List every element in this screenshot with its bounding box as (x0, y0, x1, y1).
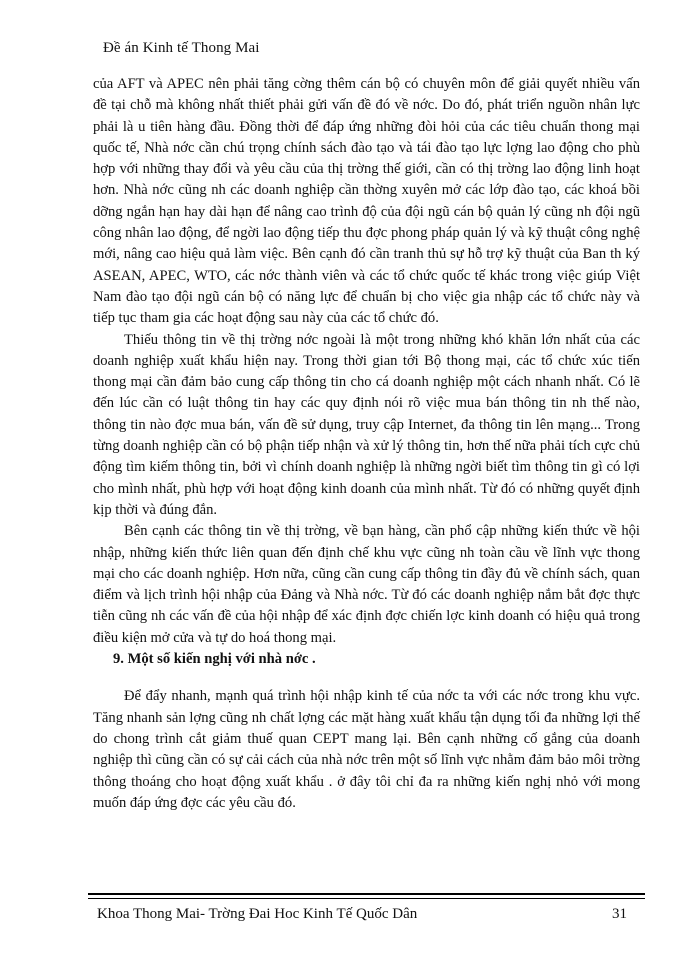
section-heading: 9. Một số kiến nghị với nhà nớc . (113, 651, 316, 668)
paragraph-continuation: của AFT và APEC nên phải tăng cờng thêm cán bộ có chuyên môn để giải quyết nhiều vấn đề tại chỗ mà không nhất thiết phải gửi vấn đề đó về nớc. Do đó, phát triển nguồn nhân lực phải là u tiên hàng đầu. Đồng thời để đáp ứng những đòi hỏi của các tiêu chuẩn thong mại quốc tế, Nhà nớc cần chú trọng chính sách đào tạo và tái đào tạo lực lợng lao động cho phù hợp với những thay đổi và yêu cầu của thị trờng thế giới, cần có thị trờng lao động linh hoạt hơn. Nhà nớc cũng nh các doanh nghiệp cần thờng xuyên mở các lớp đào tạo, các khoá bồi dỡng ngắn hạn hay dài hạn để nâng cao trình độ của đội ngũ cán bộ quản lý cũng nh đội ngũ công nhân lao động, để ngời lao động tiếp thu đợc phong pháp quản lý và kỹ thuật công nghệ mới, nâng cao hiệu quả làm việc. Bên cạnh đó cần tranh thủ sự hỗ trợ kỹ thuật của Ban th ký ASEAN, APEC, WTO, các nớc thành viên và các tổ chức quốc tế khác trong việc giúp Việt Nam đào tạo đội ngũ cán bộ có năng lực để chuẩn bị cho việc gia nhập các tổ chức này và tiếp tục tham gia các hoạt động sau này của các tổ chức đó. (93, 76, 640, 327)
footer-faculty: Khoa Thong Mai- Trờng Đai Hoc Kinh Tế Quốc Dân (97, 906, 418, 922)
page-header: Đề án Kinh tế Thong Mai (103, 40, 260, 56)
paragraph-integration-knowledge: Bên cạnh các thông tin về thị trờng, về bạn hàng, cần phổ cập những kiến thức về hội nhập, những kiến thức liên quan đến định chế khu vực cũng nh toàn cầu về lĩnh vực thong mại cho các doanh nghiệp. Hơn nữa, cũng cần cung cấp thông tin đầy đủ về chính sách, quan điểm và lịch trình hội nhập của Đảng và Nhà nớc. Từ đó các doanh nghiệp nắm bắt đợc thực tiễn cũng nh các vấn đề của hội nhập để xác định đợc chiến lợc kinh doanh có hiệu quả trong điều kiện mở cửa và tự do hoá thong mại. (93, 523, 640, 646)
paragraph-recommendations: Để đẩy nhanh, mạnh quá trình hội nhập kinh tế của nớc ta với các nớc trong khu vực. Tăng nhanh sản lợng cũng nh chất lợng các mặt hàng xuất khẩu tận dụng tối đa những lợi thế do chong trình cắt giảm thuế quan CEPT mang lại. Bên cạnh những cố gắng của doanh nghiệp thì cũng cần có sự cải cách của nhà nớc trên một số lĩnh vực nhằm đảm bảo môi trờng thông thoáng cho hoạt động xuất khẩu . ở đây tôi chỉ đa ra những kiến nghị nhỏ với mong muốn đáp ứng đợc các yêu cầu đó. (93, 688, 640, 811)
body-text (93, 74, 640, 814)
paragraph-market-information: Thiếu thông tin về thị trờng nớc ngoài là một trong những khó khăn lớn nhất của các doanh nghiệp xuất khẩu hiện nay. Trong thời gian tới Bộ thong mại, các tổ chức xúc tiến thong mại cần đảm bảo cung cấp thông tin cho cá doanh nghiệp một cách nhanh nhất. Có lẽ đến lúc cần có luật thông tin hay các quy định nói rõ việc mua bán thông tin nh thế nào, thông tin nào đợc mua bán, vấn đề sử dụng, truy cập Internet, đa thông tin lên mạng... Trong từng doanh nghiệp cần có bộ phận tiếp nhận và xử lý thông tin, hơn thế nữa phải tích cực chủ động tìm kiếm thông tin, bởi vì chính doanh nghiệp là những ngời biết tìm thông tin gì có lợi cho mình nhất, phù hợp với hoạt động kinh doanh của mình nhất. Từ đó có những quyết định kịp thời và đúng đắn. (93, 331, 640, 518)
footer-divider-thin (88, 898, 645, 899)
footer-divider (88, 893, 645, 895)
page-number: 31 (612, 906, 627, 922)
